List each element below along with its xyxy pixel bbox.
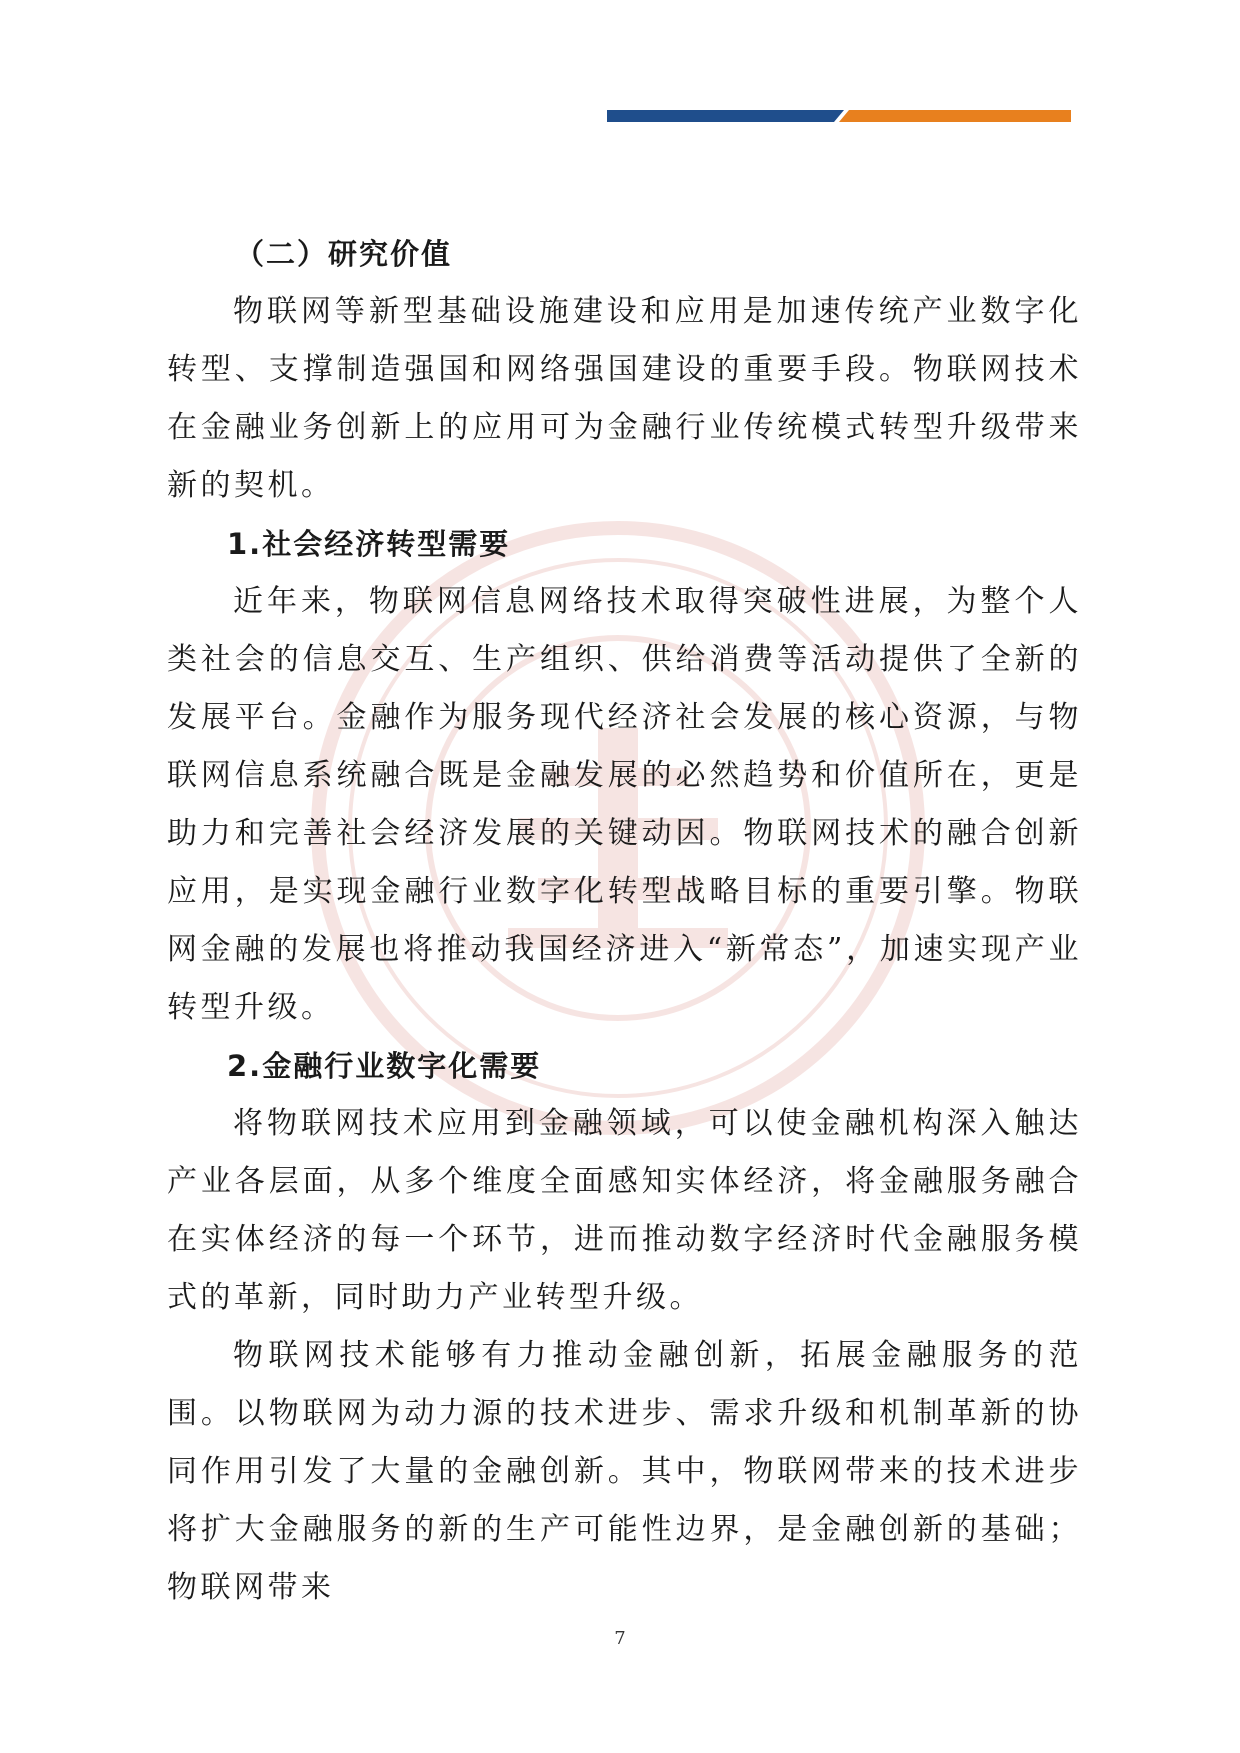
section-intro-paragraph: 物联网等新型基础设施建设和应用是加速传统产业数字化转型、支撑制造强国和网络强国建设的重要手段。物联网技术在金融业务创新上的应用可为金融行业传统模式转型升级带来新的契机。 [167, 294, 1082, 503]
subsection-2-heading: 2.金融行业数字化需要 [227, 1049, 542, 1083]
subsection-2-paragraph-2: 物联网技术能够有力推动金融创新，拓展金融服务的范围。以物联网为动力源的技术进步、需求升级和机制革新的协同作用引发了大量的金融创新。其中，物联网带来的技术进步将扩大金融服务的新的生产可能性边界，是金融创新的基础；物联网带来 [167, 1338, 1082, 1605]
header-decorative-bar [607, 110, 1071, 122]
subsection-1-paragraph: 近年来，物联网信息网络技术取得突破性进展，为整个人类社会的信息交互、生产组织、供给消费等活动提供了全新的发展平台。金融作为服务现代经济社会发展的核心资源，与物联网信息系统融合既是金融发展的必然趋势和价值所在，更是助力和完善社会经济发展的关键动因。物联网技术的融合创新应用，是实现金融行业数字化转型战略目标的重要引擎。物联网金融的发展也将推动我国经济进入“新常态”，加速实现产业转型升级。 [167, 584, 1082, 1025]
header-bar-blue-segment [607, 110, 844, 122]
page-number: 7 [614, 1628, 626, 1649]
document-body [167, 225, 1082, 1617]
header-bar-orange-segment [839, 110, 1071, 122]
subsection-2-paragraph-1: 将物联网技术应用到金融领域，可以使金融机构深入触达产业各层面，从多个维度全面感知实体经济，将金融服务融合在实体经济的每一个环节，进而推动数字经济时代金融服务模式的革新，同时助力产业转型升级。 [167, 1106, 1082, 1315]
subsection-1-heading: 1.社会经济转型需要 [227, 527, 511, 561]
section-heading: （二）研究价值 [235, 237, 453, 271]
